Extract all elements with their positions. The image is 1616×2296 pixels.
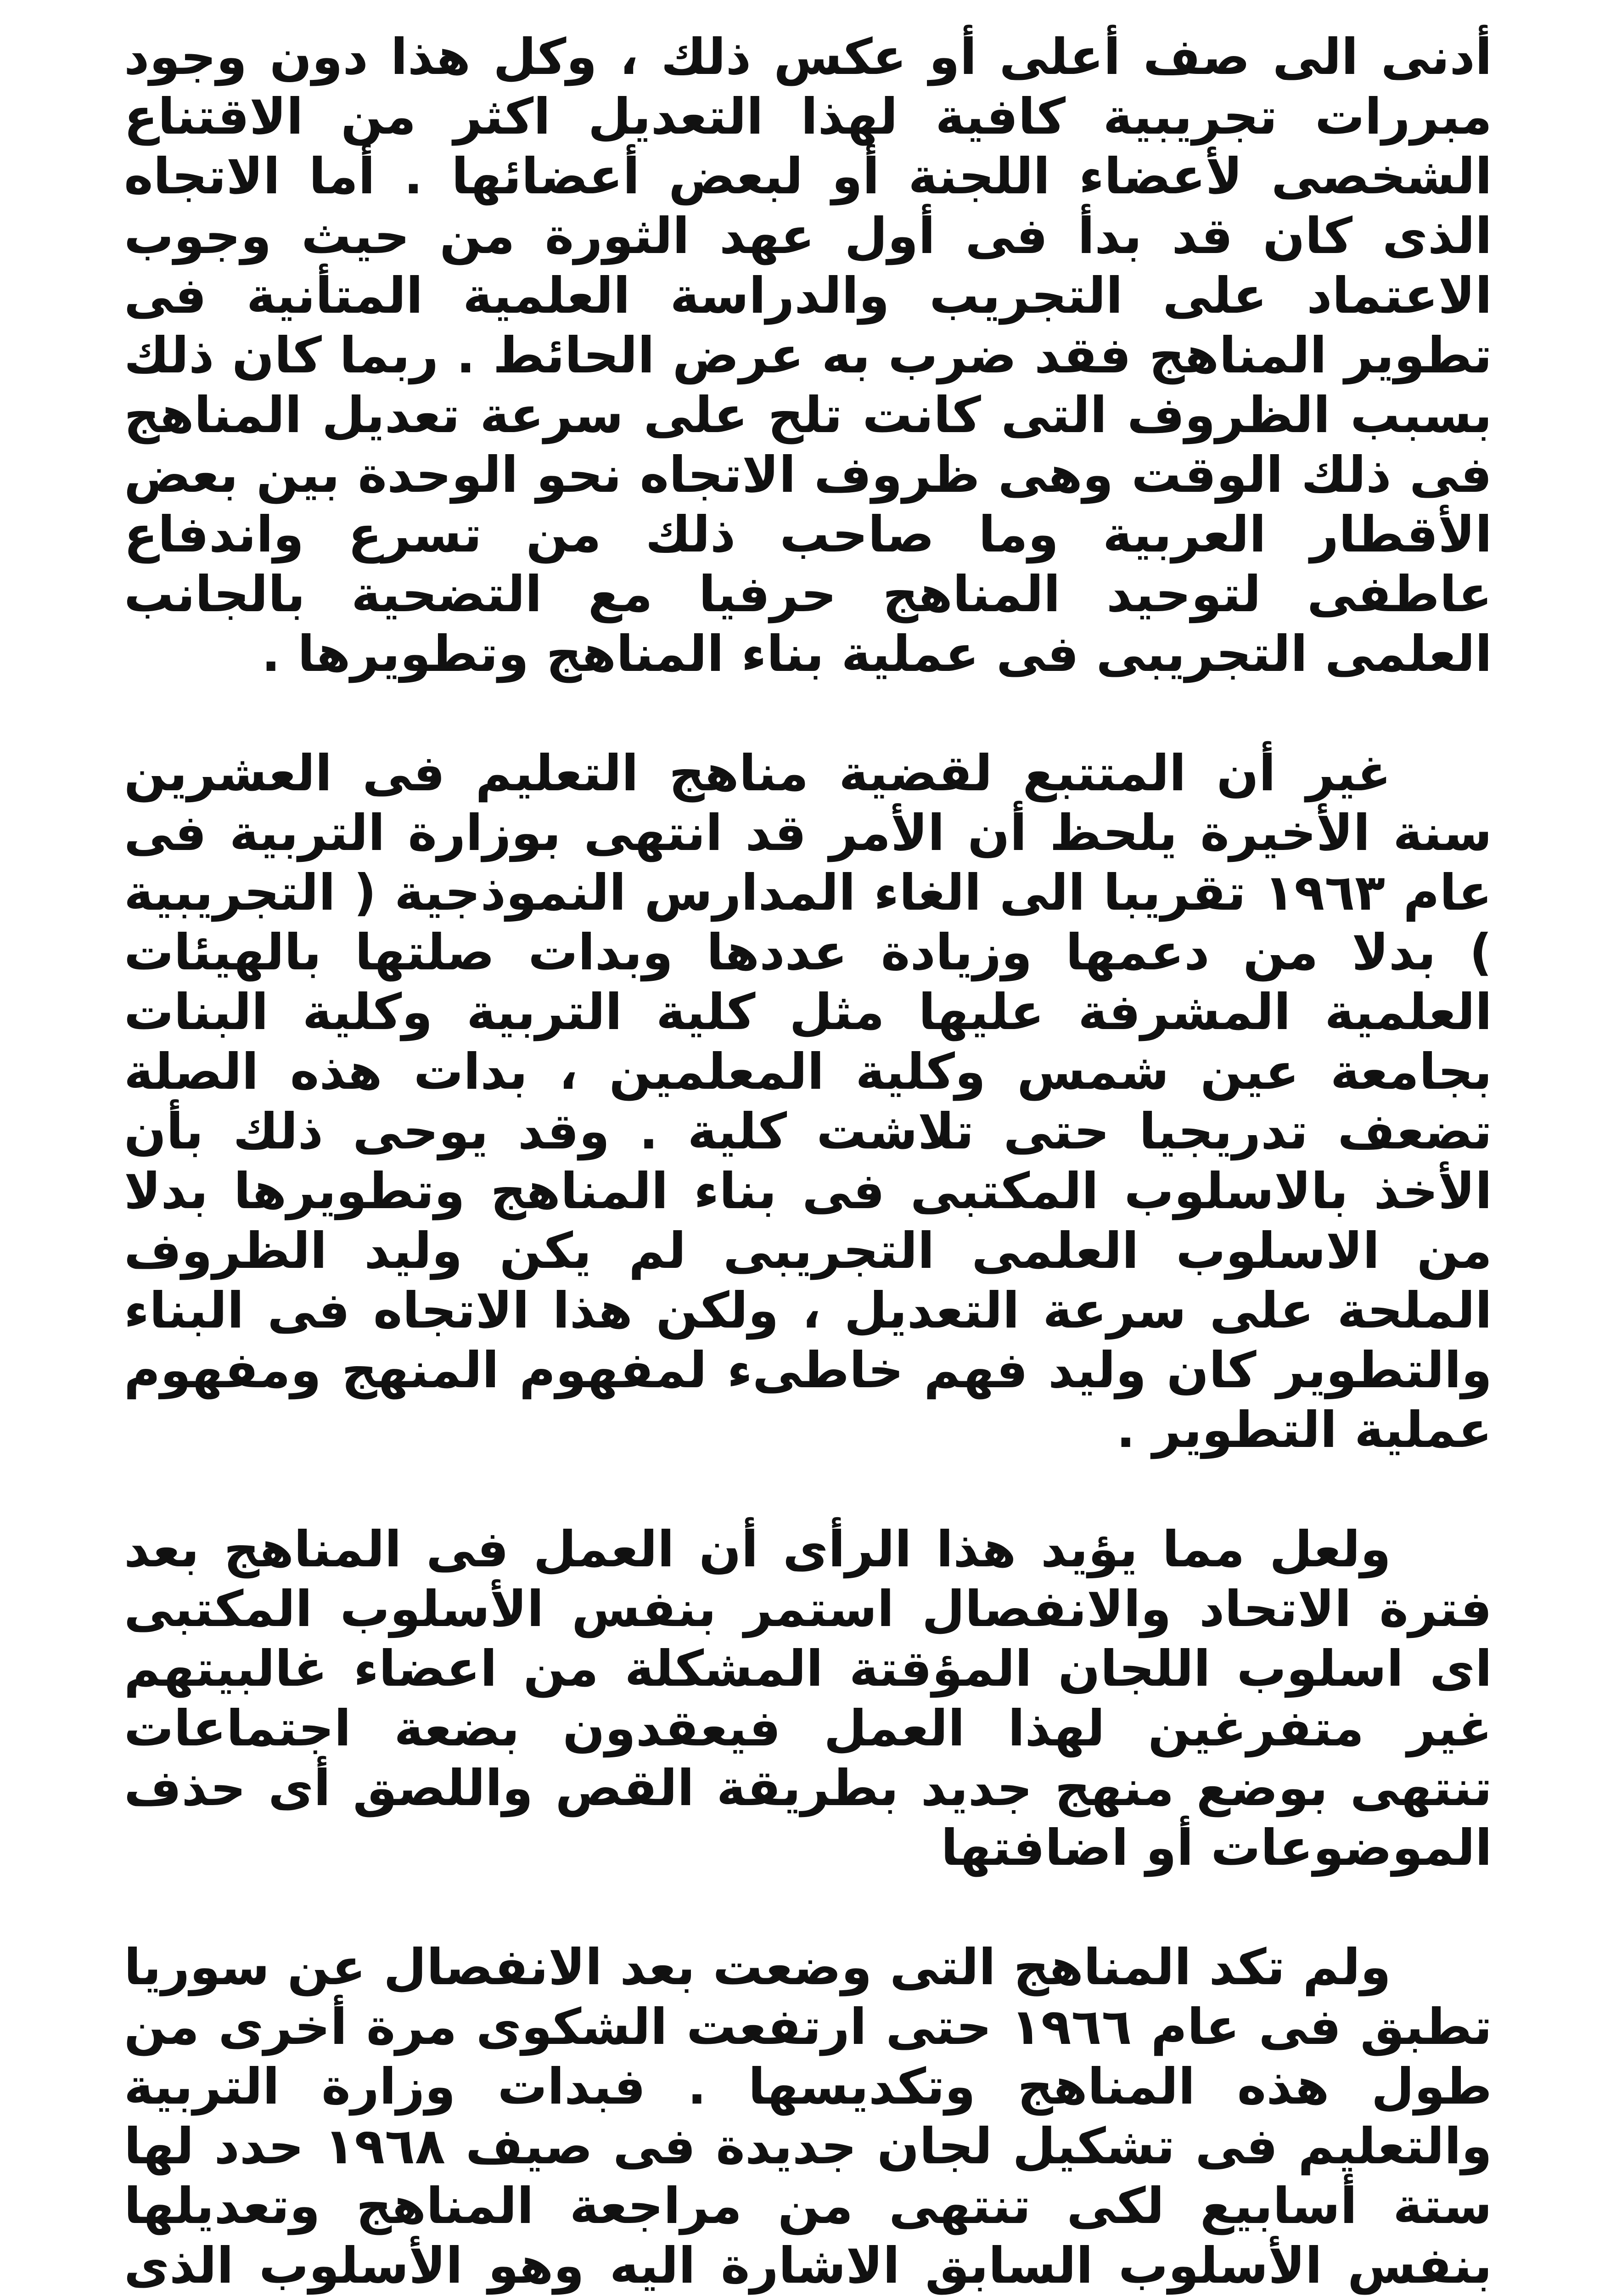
paragraph-4 (124, 1938, 1492, 2296)
paragraph-gap (124, 1460, 1492, 1520)
paragraph-gap (124, 684, 1492, 744)
paragraph-2-text: غير أن المتتبع لقضية مناهج التعليم فى العشرين سنة الأخيرة يلحظ أن الأمر قد انتهى بوزارة التربية فى عام ١٩٦٣ تقريبا الى الغاء المدارس النموذجية ( التجريبية ) بدلا من دعمها وزيادة عددها وبدات صلتها بالهيئات العلمية المشرفة عليها مثل كلية التربية وكلية البنات بجامعة عين شمس وكلية المعلمين ، بدات هذه الصلة تضعف تدريجيا حتى تلاشت كلية . وقد يوحى ذلك بأن الأخذ بالاسلوب المكتبى فى بناء المناهج وتطويرها بدلا من الاسلوب العلمى التجريبى لم يكن وليد الظروف الملحة على سرعة التعديل ، ولكن هذا الاتجاه فى البناء والتطوير كان وليد فهم خاطىء لمفهوم المنهج ومفهوم عملية التطوير . (124, 745, 1492, 1459)
paragraph-3-text: ولعل مما يؤيد هذا الرأى أن العمل فى المناهج بعد فترة الاتحاد والانفصال استمر بنفس الأسلوب المكتبى اى اسلوب اللجان المؤقتة المشكلة من اعضاء غالبيتهم غير متفرغين لهذا العمل فيعقدون بضعة اجتماعات تنتهى بوضع منهج جديد بطريقة القص واللصق أى حذف الموضوعات أو اضافتها (124, 1521, 1492, 1877)
paragraph-gap (124, 1878, 1492, 1938)
paragraph-1: أدنى الى صف أعلى أو عكس ذلك ، وكل هذا دون وجود مبررات تجريبية كافية لهذا التعديل اكثر من الاقتناع الشخصى لأعضاء اللجنة أو لبعض أعضائها . أما الاتجاه الذى كان قد بدأ فى أول عهد الثورة من حيث وجوب الاعتماد على التجريب والدراسة العلمية المتأنية فى تطوير المناهج فقد ضرب به عرض الحائط . ربما كان ذلك بسبب الظروف التى كانت تلح على سرعة تعديل المناهج فى ذلك الوقت وهى ظروف الاتجاه نحو الوحدة بين بعض الأقطار العربية وما صاحب ذلك من تسرع واندفاع عاطفى لتوحيد المناهج حرفيا مع التضحية بالجانب العلمى التجريبى فى عملية بناء المناهج وتطويرها . (124, 28, 1492, 683)
body-text (124, 28, 1492, 2296)
paragraph-3 (124, 1520, 1492, 1878)
paragraph-2 (124, 744, 1492, 1460)
paragraph-4-text: ولم تكد المناهج التى وضعت بعد الانفصال عن سوريا تطبق فى عام ١٩٦٦ حتى ارتفعت الشكوى مرة أخرى من طول هذه المناهج وتكديسها . فبدات وزارة التربية والتعليم فى تشكيل لجان جديدة فى صيف ١٩٦٨ حدد لها ستة أسابيع لكى تنتهى من مراجعة المناهج وتعديلها بنفس الأسلوب السابق الاشارة اليه وهو الأسلوب الذى (124, 1939, 1493, 2295)
